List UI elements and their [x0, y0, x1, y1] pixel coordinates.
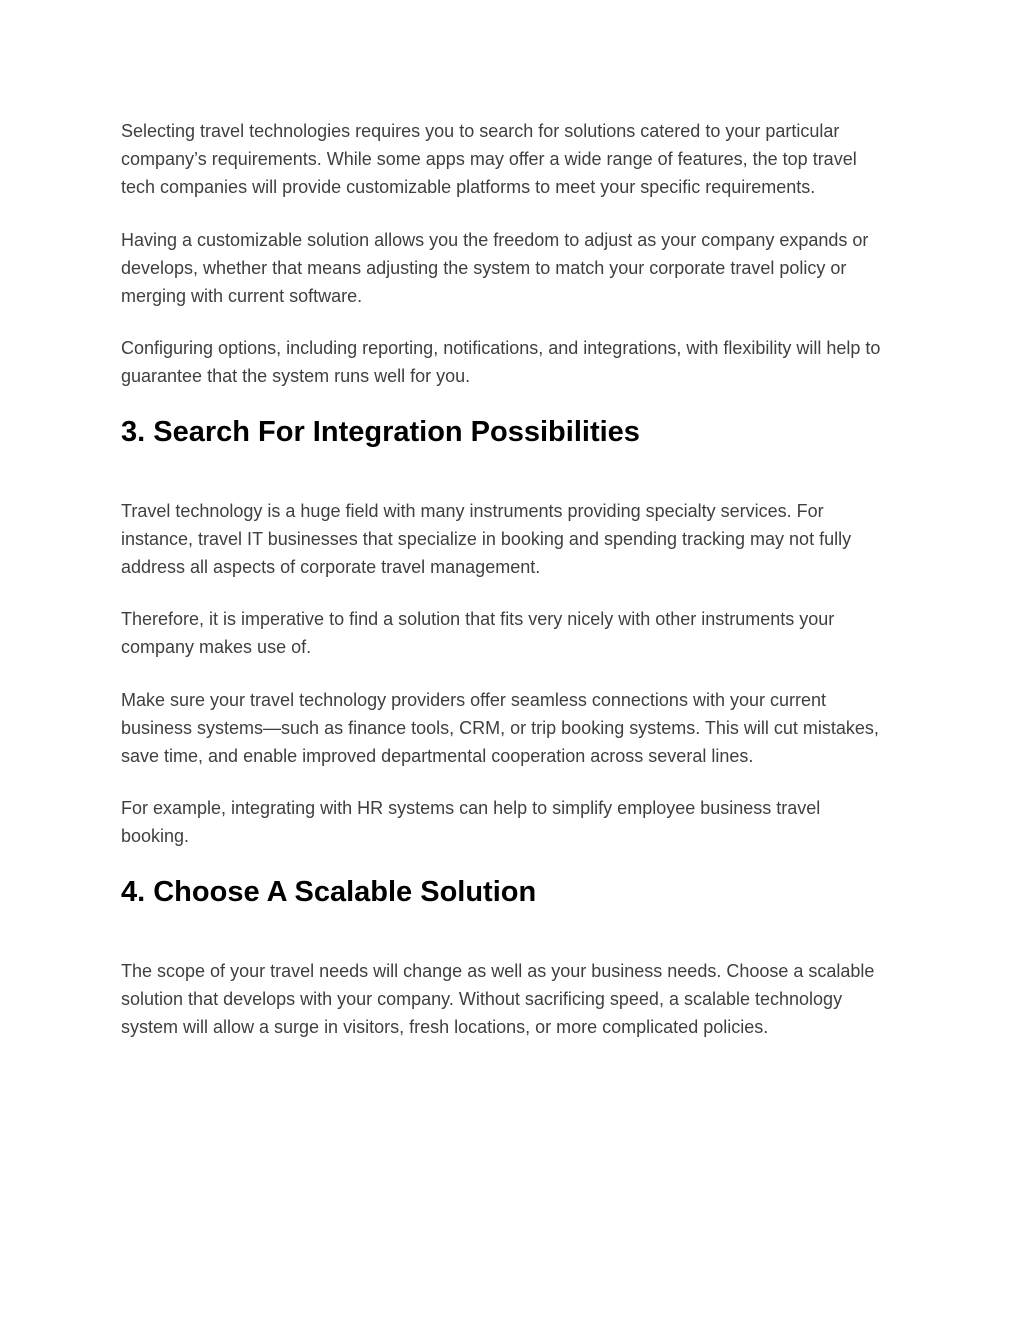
section-4-heading: 4. Choose A Scalable Solution	[121, 875, 537, 908]
section-3-paragraph-3: Make sure your travel technology providers offer seamless connections with your current business systems—such as finance tools, CRM, or trip booking systems. This will cut mistakes, save time, and enable improved departmental cooperation across several lines.	[121, 689, 879, 766]
paragraph-intro-3: Configuring options, including reporting, notifications, and integrations, with flexibility will help to guarantee that the system runs well for you.	[121, 338, 881, 386]
paragraph-intro-2: Having a customizable solution allows you the freedom to adjust as your company expands or develops, whether that means adjusting the system to match your corporate travel policy or merging with current software.	[121, 229, 869, 306]
section-3-paragraph-4: For example, integrating with HR systems can help to simplify employee business travel booking.	[121, 798, 821, 846]
section-3-paragraph-1: Travel technology is a huge field with many instruments providing specialty services. For instance, travel IT businesses that specialize in booking and spending tracking may not fully address all aspects of corporate travel management.	[121, 500, 852, 577]
section-4-paragraph-1: The scope of your travel needs will change as well as your business needs. Choose a scalable solution that develops with your company. Without sacrificing speed, a scalable technology system will allow a surge in visitors, fresh locations, or more complicated policies.	[121, 960, 875, 1037]
section-3-heading: 3. Search For Integration Possibilities	[121, 415, 640, 448]
section-3-paragraph-2: Therefore, it is imperative to find a solution that fits very nicely with other instruments your company makes use of.	[121, 609, 835, 657]
document-page	[121, 117, 891, 1065]
paragraph-intro-1: Selecting travel technologies requires you to search for solutions catered to your particular company’s requirements. While some apps may offer a wide range of features, the top travel tech companies will provide customizable platforms to meet your specific requirements.	[121, 121, 857, 197]
